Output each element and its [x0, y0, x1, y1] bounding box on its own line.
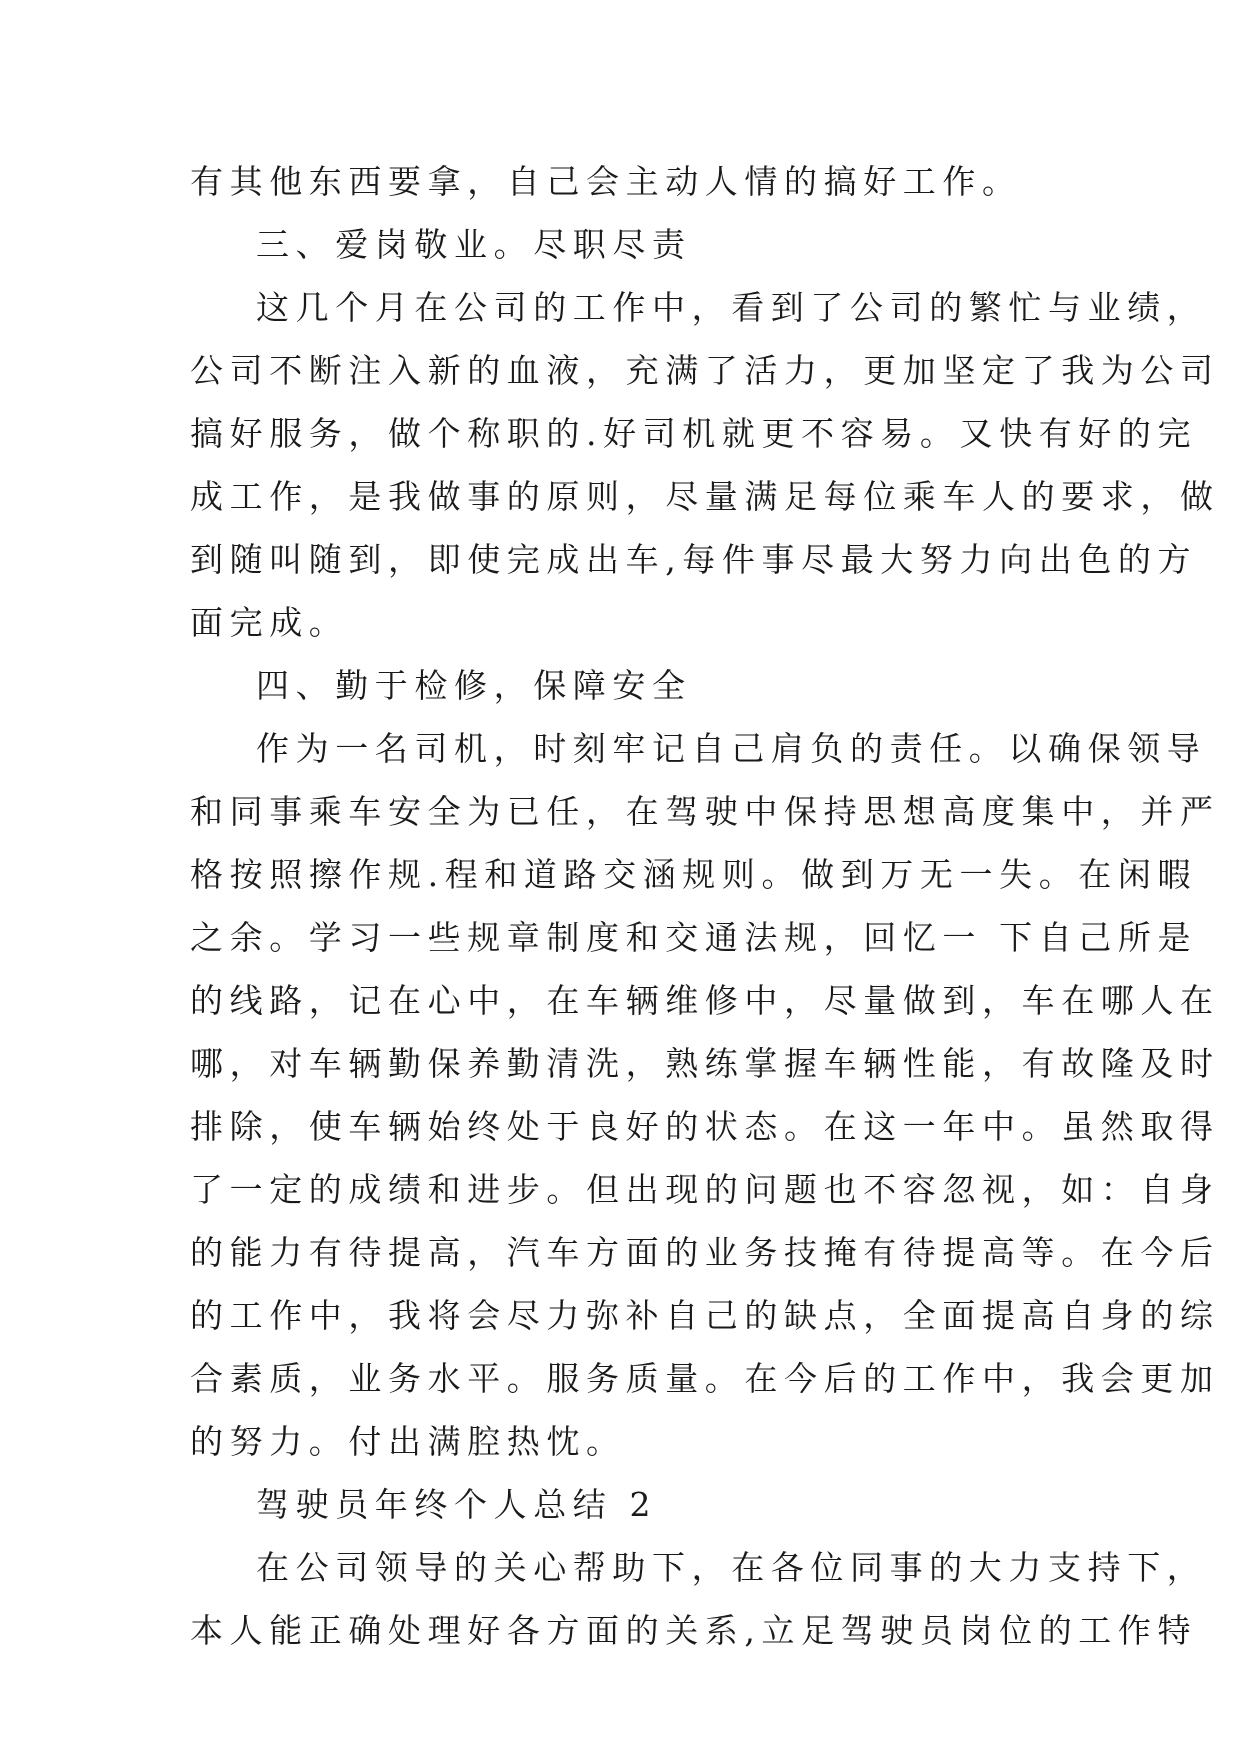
paragraph-line: 格按照擦作规.程和道路交涵规则。做到万无一失。在闲暇	[190, 855, 1198, 894]
paragraph-line: 这几个月在公司的工作中，看到了公司的繁忙与业绩，	[256, 288, 1207, 327]
paragraph-line: 成工作，是我做事的原则，尽量满足每位乘车人的要求，做	[190, 477, 1220, 516]
section-heading: 四、勤于检修，保障安全	[256, 666, 692, 705]
paragraph-line: 本人能正确处理好各方面的关系,立足驾驶员岗位的工作特	[190, 1611, 1198, 1650]
paragraph-line: 了一定的成绩和进步。但出现的问题也不容忽视，如：自身	[190, 1170, 1220, 1209]
paragraph-line: 之余。学习一些规章制度和交通法规，回忆一 下自己所是	[190, 918, 1198, 957]
paragraph-line: 在公司领导的关心帮助下，在各位同事的大力支持下，	[256, 1548, 1207, 1587]
paragraph-line: 的工作中，我将会尽力弥补自己的缺点，全面提高自身的综	[190, 1296, 1220, 1335]
paragraph-line: 哪，对车辆勤保养勤清洗，熟练掌握车辆性能，有故隆及时	[190, 1044, 1220, 1083]
paragraph-line: 的线路，记在心中，在车辆维修中，尽量做到，车在哪人在	[190, 981, 1220, 1020]
document-body	[190, 150, 1220, 1662]
paragraph-line: 到随叫随到，即使完成出车,每件事尽最大努力向出色的方	[190, 540, 1198, 579]
paragraph-line: 有其他东西要拿，自己会主动人情的搞好工作。	[190, 162, 1022, 201]
section-title: 驾驶员年终个人总结 2	[256, 1485, 658, 1524]
paragraph-line: 合素质，业务水平。服务质量。在今后的工作中，我会更加	[190, 1359, 1220, 1398]
paragraph-line: 排除，使车辆始终处于良好的状态。在这一年中。虽然取得	[190, 1107, 1220, 1146]
paragraph-line: 的能力有待提高，汽车方面的业务技掩有待提高等。在今后	[190, 1233, 1220, 1272]
paragraph-line: 公司不断注入新的血液，充满了活力，更加坚定了我为公司	[190, 351, 1220, 390]
paragraph-line: 的努力。付出满腔热忱。	[190, 1422, 626, 1461]
paragraph-line: 搞好服务，做个称职的.好司机就更不容易。又快有好的完	[190, 414, 1198, 453]
section-heading: 三、爱岗敬业。尽职尽责	[256, 225, 692, 264]
paragraph-line: 面完成。	[190, 603, 349, 642]
paragraph-line: 和同事乘车安全为已任，在驾驶中保持思想高度集中，并严	[190, 792, 1220, 831]
paragraph-line: 作为一名司机，时刻牢记自己肩负的责任。以确保领导	[256, 729, 1207, 768]
